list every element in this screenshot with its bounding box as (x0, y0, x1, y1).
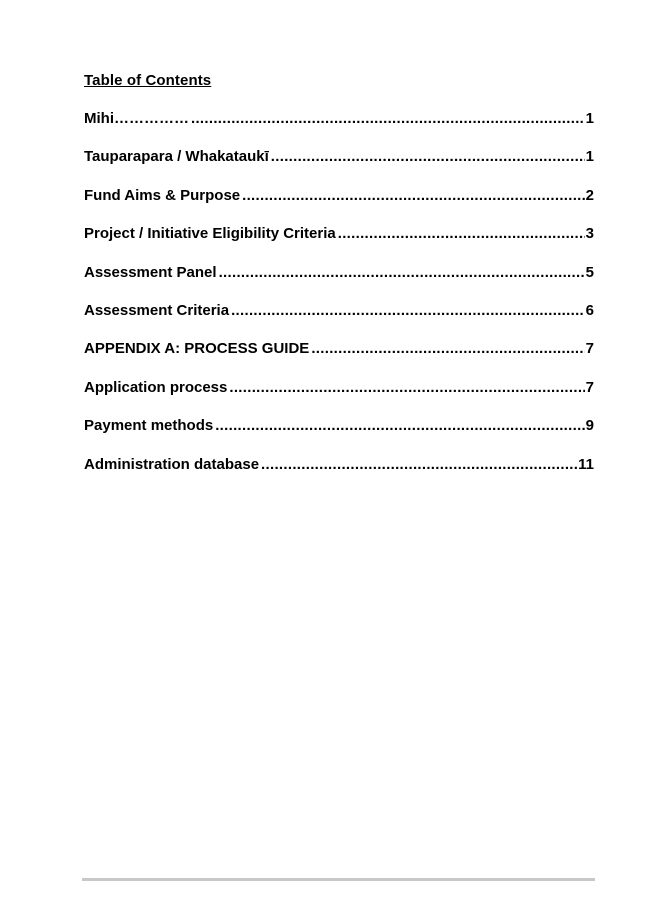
footer-divider (82, 878, 595, 881)
dot-leader (215, 417, 584, 434)
toc-entry-label: Payment methods (84, 417, 214, 435)
dot-leader (261, 456, 577, 473)
toc-page-number: 7 (585, 340, 594, 358)
toc-entry-assessment-criteria[interactable] (84, 302, 594, 340)
toc-entry-tauparapara[interactable] (84, 148, 594, 186)
toc-entry-label: Assessment Panel (84, 263, 217, 281)
toc-page-number: 9 (585, 417, 594, 435)
toc-page-number: 1 (585, 110, 594, 127)
dot-leader (191, 110, 585, 127)
toc-entry-label: Assessment Criteria (84, 301, 230, 319)
dot-leader (242, 187, 585, 204)
toc-entry-eligibility[interactable] (84, 225, 594, 263)
toc-page-number: 7 (585, 378, 594, 396)
toc-page-number: 2 (585, 186, 594, 204)
toc-entry-mihi[interactable] (84, 110, 594, 148)
toc-entry-label: Fund Aims & Purpose (84, 186, 241, 204)
toc-title: Table of Contents (84, 72, 212, 89)
toc-entry-assessment-panel[interactable] (84, 264, 594, 302)
toc-entry-label: Administration database (84, 455, 260, 473)
toc-entry-appendix-a[interactable] (84, 340, 594, 378)
toc-entry-fund-aims[interactable] (84, 187, 594, 225)
toc-page-number: 5 (585, 263, 594, 281)
toc-entry-label: APPENDIX A: PROCESS GUIDE (84, 340, 310, 358)
toc-entry-label: Mihi…………… (84, 110, 189, 127)
dot-leader (229, 379, 584, 396)
toc-page-number: 3 (585, 225, 594, 243)
toc-entry-application-process[interactable] (84, 379, 594, 417)
toc-entry-label: Tauparapara / Whakataukī (84, 148, 269, 166)
dot-leader (338, 225, 585, 242)
toc-entry-label: Application process (84, 378, 228, 396)
toc-page-number: 1 (585, 148, 594, 166)
dot-leader (311, 340, 584, 357)
dot-leader (271, 148, 585, 165)
toc-entry-label: Project / Initiative Eligibility Criteria (84, 225, 336, 243)
dot-leader (231, 302, 585, 319)
table-of-contents (84, 110, 594, 494)
toc-entry-payment-methods[interactable] (84, 417, 594, 455)
toc-page-number: 11 (578, 455, 594, 473)
toc-entry-administration-database[interactable] (84, 456, 594, 494)
toc-page-number: 6 (585, 301, 594, 319)
dot-leader (219, 264, 585, 281)
